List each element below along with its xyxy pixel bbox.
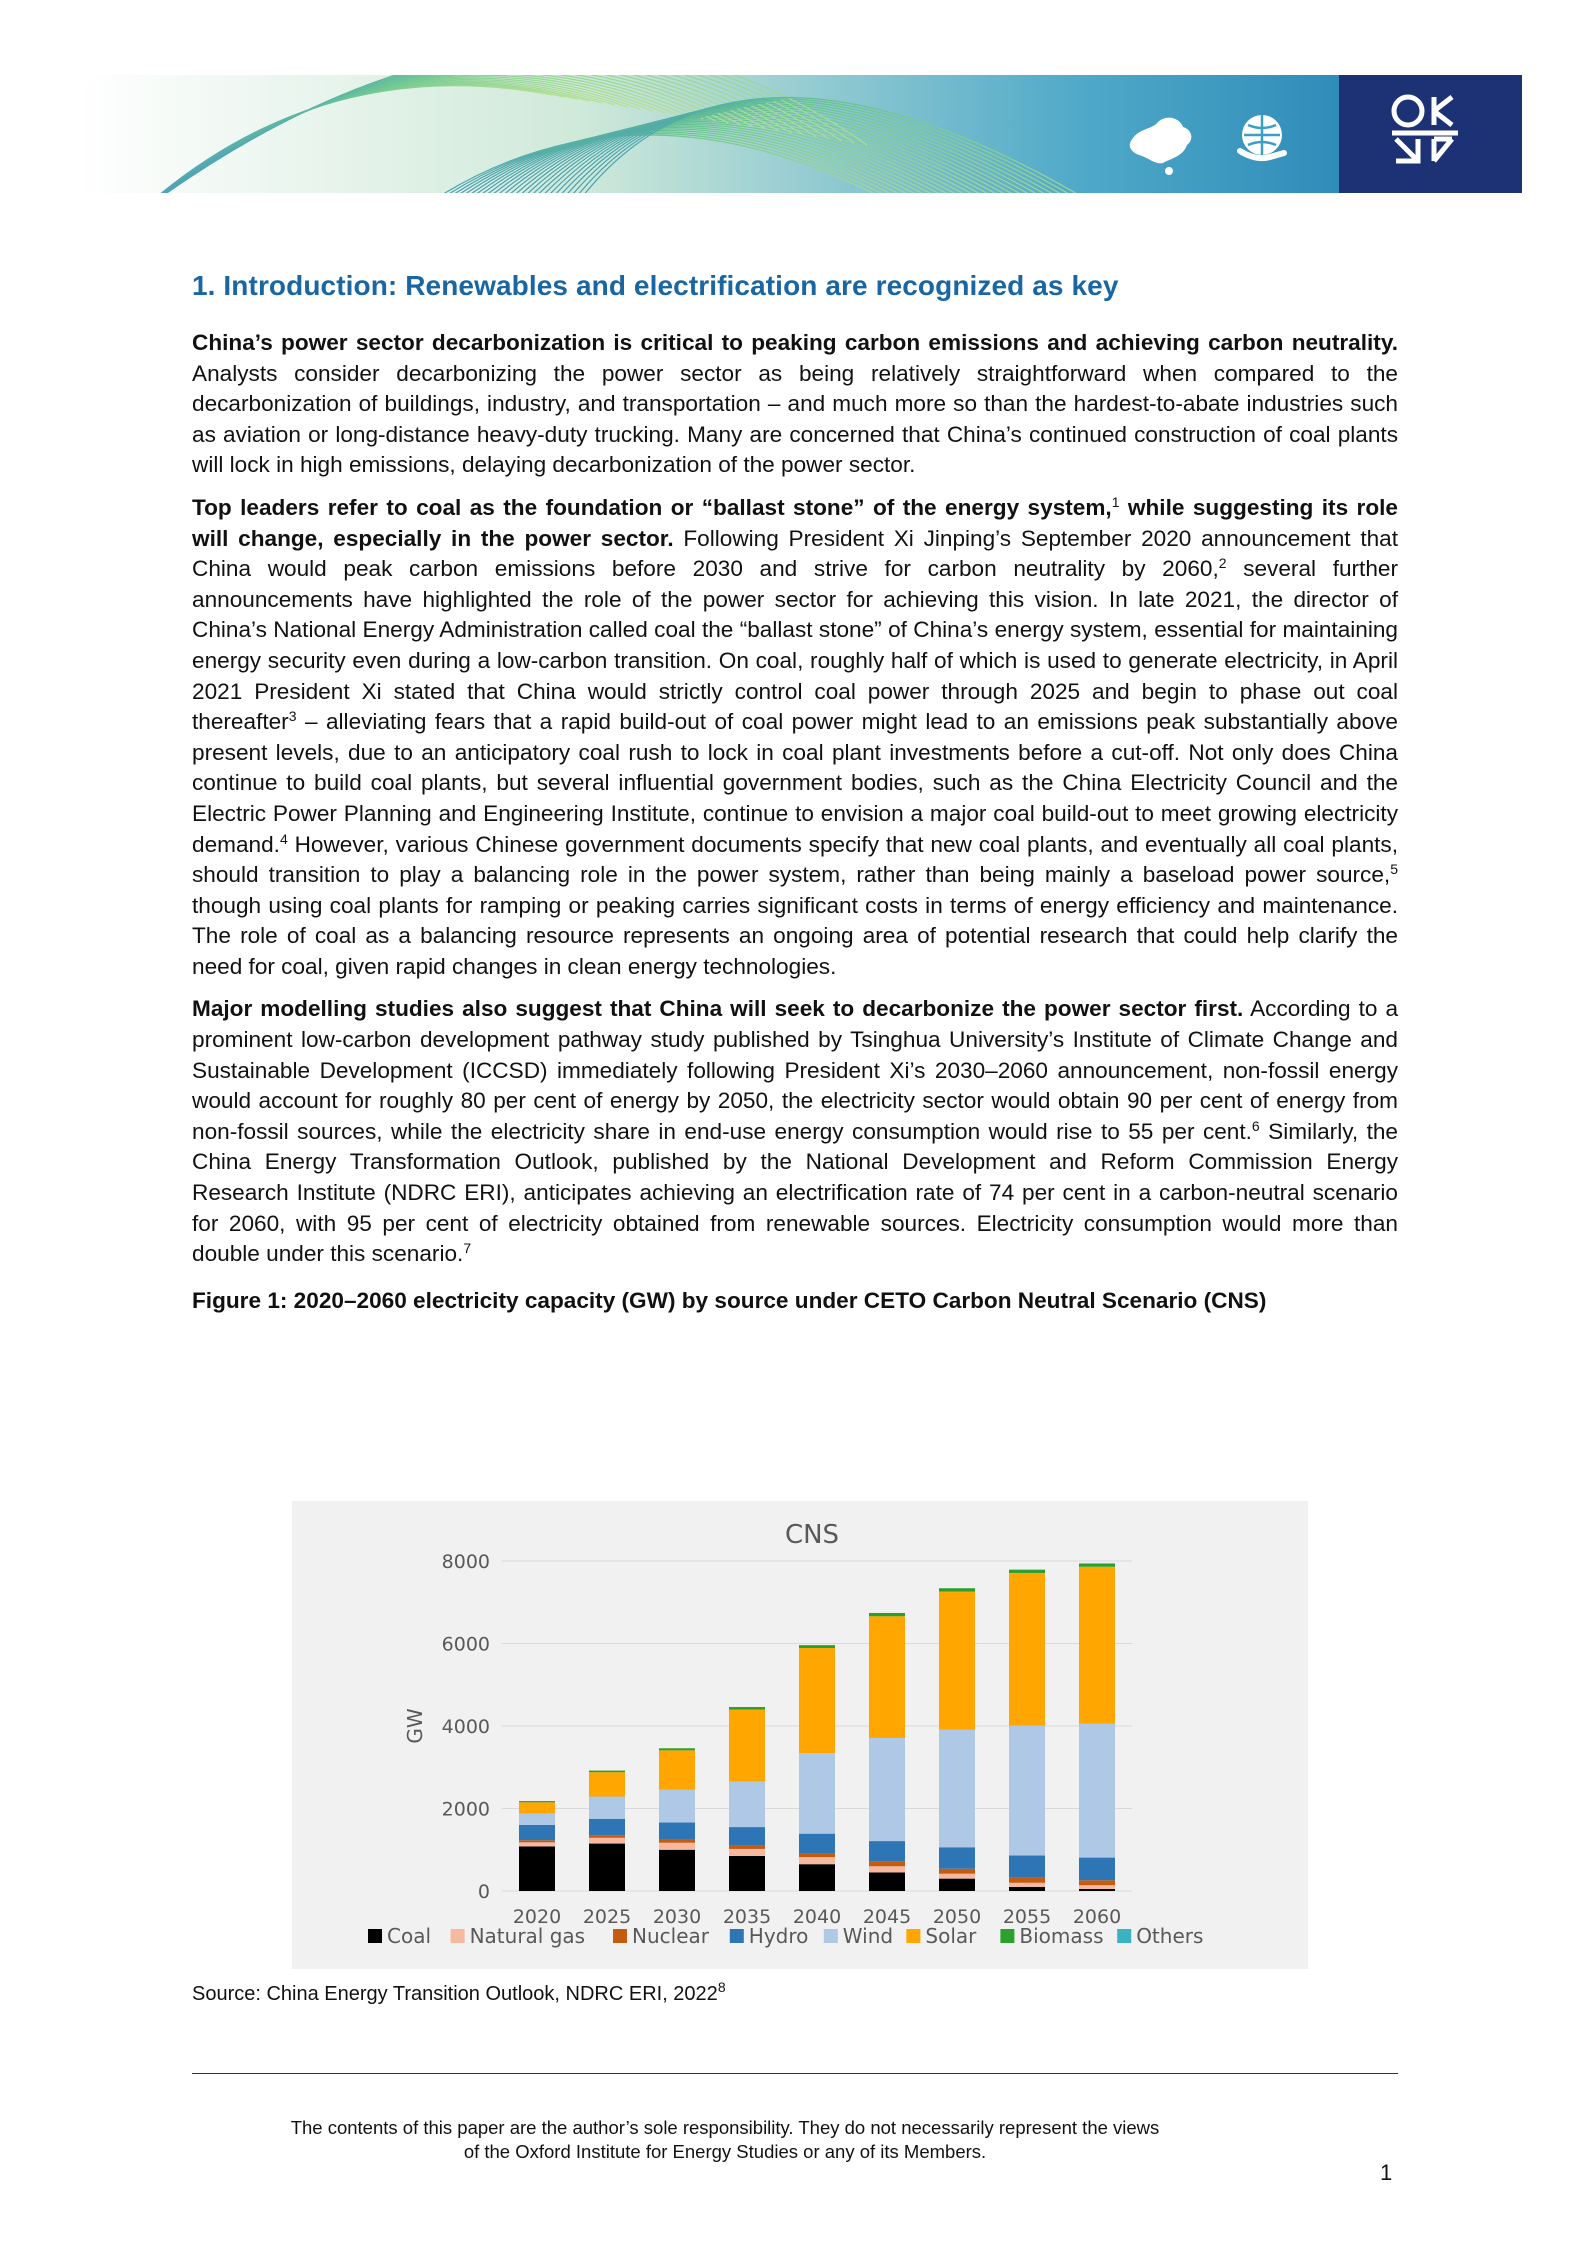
bar-segment-biomass: [1009, 1570, 1045, 1573]
chart-title: CNS: [784, 1520, 840, 1550]
legend-label: Natural gas: [469, 1924, 586, 1948]
bar-segment-nuclear: [519, 1840, 555, 1842]
main-content: [192, 270, 1398, 1320]
y-tick-label: 0: [477, 1881, 490, 1903]
paragraph-2-lead-a: Top leaders refer to coal as the foundation or “ballast stone” of the energy system,: [192, 494, 1112, 520]
bar-segment-coal: [589, 1844, 625, 1891]
x-tick-label: 2020: [512, 1906, 562, 1928]
banner-graphic: [76, 75, 1522, 193]
bar-segment-coal: [519, 1846, 555, 1891]
legend-swatch: [368, 1929, 382, 1943]
legend-swatch: [613, 1929, 627, 1943]
bar-segment-nuclear: [729, 1846, 765, 1849]
paragraph-2-body-a: Following President Xi Jinping’s September 2020 announcement that China would peak carbon emissions before 2030 and strive for carbon neutrality by 2060,: [192, 525, 1399, 582]
bar-segment-coal: [799, 1864, 835, 1891]
paragraph-2-body-d: However, various Chinese government documents specify that new coal plants, and eventually all coal plants, should transition to play a balancing role in the power system, rather than being mainly a baseload power source,: [192, 831, 1398, 888]
bar-segment-solar: [519, 1802, 555, 1813]
bar-segment-natural-gas: [1009, 1883, 1045, 1887]
bar-segment-biomass: [1079, 1563, 1115, 1566]
bar-segment-natural-gas: [799, 1857, 835, 1864]
bar-segment-biomass: [519, 1801, 555, 1802]
bar-segment-hydro: [869, 1841, 905, 1862]
legend-swatch: [824, 1929, 838, 1943]
bar-segment-coal: [939, 1879, 975, 1891]
bar-segment-natural-gas: [939, 1874, 975, 1879]
bar-segment-nuclear: [939, 1869, 975, 1874]
bar-segment-nuclear: [1079, 1880, 1115, 1885]
bar-segment-solar: [659, 1750, 695, 1789]
legend-label: Biomass: [1019, 1924, 1104, 1948]
bar-segment-hydro: [729, 1827, 765, 1846]
legend-label: Hydro: [748, 1924, 809, 1948]
paragraph-2-lead-b: while suggesting its role will change, especially in the power sector.: [192, 494, 1398, 551]
bar-segment-natural-gas: [589, 1838, 625, 1844]
bar-segment-wind: [519, 1813, 555, 1825]
x-tick-label: 2025: [582, 1906, 632, 1928]
footnote-ref-2[interactable]: 2: [1218, 555, 1227, 572]
paragraph-3-body-a: According to a prominent low-carbon development pathway study published by Tsinghua University’s Institute of Climate Change and Sustainable Development (ICCSD) immediately following President Xi’s 2030–2060 announcement, non-fossil energy would account for roughly 80 per cent of energy by 2050, the electricity sector would obtain 90 per cent of energy from non-fossil sources, while the electricity share in end-use energy consumption would rise to 55 per cent.: [192, 996, 1399, 1144]
legend-label: Coal: [387, 1924, 432, 1948]
bar-segment-hydro: [589, 1819, 625, 1836]
bar-segment-natural-gas: [519, 1842, 555, 1846]
disclaimer-line-1: The contents of this paper are the author’s sole responsibility. They do not necessarily represent the views: [290, 2117, 1160, 2138]
bar-segment-wind: [799, 1753, 835, 1833]
x-tick-label: 2040: [792, 1906, 842, 1928]
bar-segment-solar: [939, 1592, 975, 1730]
bar-segment-solar: [799, 1648, 835, 1753]
legend-label: Others: [1136, 1924, 1204, 1948]
x-tick-label: 2055: [1002, 1906, 1052, 1928]
bar-segment-nuclear: [589, 1835, 625, 1837]
footnote-ref-5[interactable]: 5: [1390, 861, 1398, 878]
bar-segment-nuclear: [799, 1853, 835, 1857]
footer-rule: [192, 2073, 1398, 2074]
footnote-ref-6[interactable]: 6: [1251, 1117, 1260, 1134]
bar-segment-solar: [869, 1616, 905, 1738]
bar-segment-wind: [939, 1730, 975, 1848]
paragraph-2-body-b: several further announcements have highlighted the role of the power sector for achieving this vision. In late 2021, the director of China’s National Energy Administration called coal the “ballast stone” of China’s energy system, essential for maintaining energy security even during a low-carbon transition. On coal, roughly half of which is used to generate electricity, in April 2021 President Xi stated that China would strictly control coal power through 2025 and begin to phase out coal thereafter: [192, 556, 1398, 735]
y-axis-label: GW: [403, 1708, 427, 1744]
bar-segment-biomass: [939, 1588, 975, 1591]
legend-label: Solar: [925, 1924, 977, 1948]
bar-segment-biomass: [659, 1748, 695, 1750]
figure-source: [192, 1979, 726, 2006]
stacked-bar-chart: [292, 1501, 1308, 1969]
bar-segment-hydro: [519, 1825, 555, 1840]
bar-segment-coal: [1079, 1889, 1115, 1891]
bar-segment-coal: [659, 1850, 695, 1891]
bar-segment-hydro: [1079, 1858, 1115, 1881]
footnote-ref-1[interactable]: 1: [1111, 493, 1120, 510]
bar-segment-nuclear: [869, 1862, 905, 1867]
paragraph-3: [192, 994, 1398, 1269]
page-number: 1: [1380, 2160, 1393, 2185]
paragraph-1-body: Analysts consider decarbonizing the power sector as being relatively straightforward when compared to the decarbonization of buildings, industry, and transportation – and much more so than the hardest-to-abate industries such as aviation or long-distance heavy-duty trucking. Many are concerned that China’s continued construction of coal plants will lock in high emissions, delaying decarbonization of the power sector.: [192, 360, 1398, 478]
bar-segment-hydro: [659, 1823, 695, 1840]
paragraph-3-lead: Major modelling studies also suggest that China will seek to decarbonize the power sector first.: [192, 996, 1244, 1022]
y-tick-label: 4000: [441, 1716, 490, 1738]
section-title: 1. Introduction: Renewables and electrification are recognized as key: [192, 270, 1119, 301]
legend-swatch: [451, 1929, 465, 1943]
legend-label: Wind: [842, 1924, 894, 1948]
figure-source-text: Source: China Energy Transition Outlook, NDRC ERI, 2022: [192, 1983, 718, 2005]
bar-segment-solar: [1009, 1573, 1045, 1726]
paragraph-2-body-c: – alleviating fears that a rapid build-out of coal power might lead to an emissions peak substantially above present levels, due to an anticipatory coal rush to lock in coal plant investments before a cut-off. Not only does China continue to build coal plants, but several influential government bodies, such as the China Electricity Council and the Electric Power Planning and Engineering Institute, continue to envision a major coal build-out to meet growing electricity demand.: [192, 709, 1398, 857]
bar-segment-biomass: [799, 1645, 835, 1648]
x-tick-label: 2045: [862, 1906, 912, 1928]
bar-segment-natural-gas: [1079, 1885, 1115, 1889]
bar-segment-biomass: [869, 1613, 905, 1616]
paragraph-3-body-b: Similarly, the China Energy Transformation Outlook, published by the National Development and Reform Commission Energy Research Institute (NDRC ERI), anticipates achieving an electrification rate of 74 per cent in a carbon-neutral scenario for 2060, with 95 per cent of electricity obtained from renewable sources. Electricity consumption would more than double under this scenario.: [192, 1118, 1398, 1267]
legend-label: Nuclear: [632, 1924, 709, 1948]
disclaimer-line-2: of the Oxford Institute for Energy Studies or any of its Members.: [463, 2141, 987, 2162]
bar-segment-wind: [869, 1738, 905, 1841]
header-banner: [76, 75, 1522, 193]
bar-segment-biomass: [589, 1771, 625, 1773]
footer-disclaimer: [192, 2116, 1258, 2164]
bar-segment-solar: [1079, 1567, 1115, 1724]
x-tick-label: 2030: [652, 1906, 702, 1928]
legend-swatch: [906, 1929, 920, 1943]
bar-segment-wind: [589, 1797, 625, 1819]
y-tick-label: 2000: [441, 1798, 490, 1821]
bar-segment-natural-gas: [659, 1843, 695, 1850]
figure-caption: Figure 1: 2020–2060 electricity capacity (GW) by source under CETO Carbon Neutral Scenario (CNS): [192, 1287, 1267, 1313]
legend-swatch: [1000, 1929, 1014, 1943]
x-tick-label: 2035: [722, 1906, 772, 1928]
paragraph-1-lead: China’s power sector decarbonization is critical to peaking carbon emissions and achieving carbon neutrality.: [192, 330, 1398, 355]
bar-segment-solar: [729, 1710, 765, 1782]
bar-segment-hydro: [799, 1834, 835, 1853]
y-tick-label: 8000: [441, 1551, 490, 1573]
footnote-ref-4[interactable]: 4: [279, 830, 288, 847]
bar-segment-wind: [1079, 1724, 1115, 1858]
y-tick-label: 6000: [441, 1633, 490, 1656]
legend-swatch: [730, 1929, 744, 1943]
legend-swatch: [1117, 1929, 1131, 1943]
bar-segment-wind: [659, 1790, 695, 1823]
bar-segment-solar: [589, 1772, 625, 1796]
footnote-ref-3[interactable]: 3: [288, 708, 297, 725]
bar-segment-nuclear: [659, 1840, 695, 1843]
paragraph-2-body-e: though using coal plants for ramping or peaking carries significant costs in terms of energy efficiency and maintenance. The role of coal as a balancing resource represents an ongoing area of potential research that could help clarify the need for coal, given rapid changes in clean energy technologies.: [192, 892, 1398, 979]
footnote-ref-7[interactable]: 7: [463, 1240, 472, 1257]
x-tick-label: 2060: [1072, 1906, 1122, 1928]
bar-segment-coal: [1009, 1887, 1045, 1891]
footnote-ref-8[interactable]: 8: [717, 1979, 726, 1995]
bar-segment-biomass: [729, 1707, 765, 1709]
bar-segment-coal: [869, 1872, 905, 1891]
bar-segment-natural-gas: [869, 1866, 905, 1872]
bar-segment-wind: [729, 1782, 765, 1827]
bar-segment-nuclear: [1009, 1878, 1045, 1883]
paragraph-1: [192, 328, 1398, 481]
figure-chart: [292, 1501, 1308, 1969]
paragraph-2: [192, 493, 1398, 983]
bar-segment-wind: [1009, 1726, 1045, 1856]
bar-segment-hydro: [1009, 1856, 1045, 1878]
bar-segment-hydro: [939, 1847, 975, 1868]
bar-segment-coal: [729, 1856, 765, 1891]
bar-segment-natural-gas: [729, 1849, 765, 1856]
x-tick-label: 2050: [932, 1906, 982, 1928]
